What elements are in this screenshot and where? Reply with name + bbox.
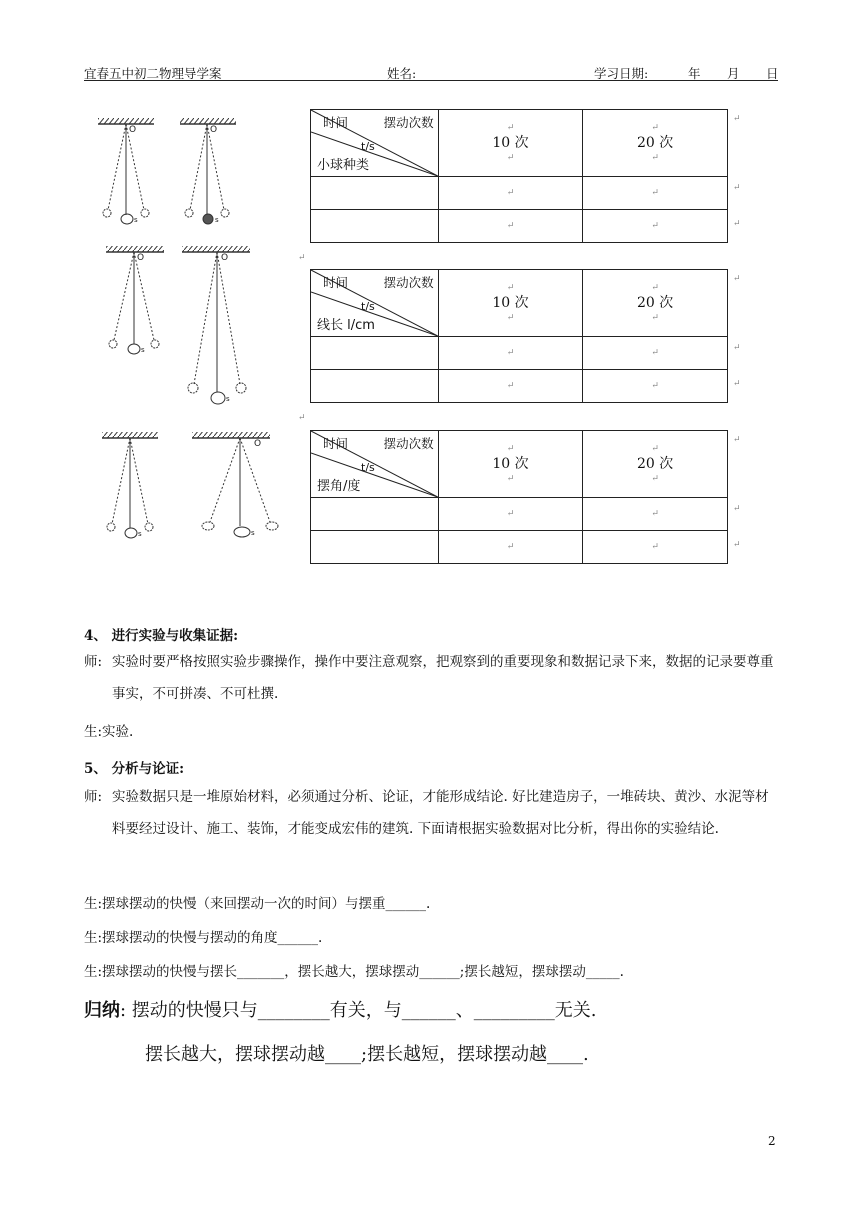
- section-5-title: 5、 分析与论证:: [84, 761, 185, 777]
- column-header: ↵ 20 次 ↵: [583, 270, 728, 337]
- pivot-label-1: O: [129, 125, 137, 135]
- section-4-title: 4、 进行实验与收集证据:: [84, 628, 239, 644]
- page-header: [84, 64, 778, 81]
- table-header-cell: [311, 431, 439, 498]
- paragraph-mark: ↵: [733, 504, 741, 514]
- paragraph-text: 实验数据只是一堆原始材料，必须通过分析、论证，才能形成结论. 好比建造房子，一堆砖块、黄沙、水泥等材料要经过设计、施工、装饰，才能变成宏伟的建筑. 下面请根据实验数据对比分析，得出你的实验结论.: [112, 789, 769, 837]
- summary-line-1: [84, 996, 597, 1022]
- paragraph-mark: ↵: [506, 221, 515, 231]
- paragraph-mark: ↵: [651, 542, 659, 552]
- bob-mark-6: s: [251, 529, 255, 537]
- section-4-teacher-paragraph: [84, 646, 780, 710]
- table-cell[interactable]: [438, 531, 583, 564]
- paragraph-mark: ↵: [651, 123, 659, 133]
- time-label: 时间: [323, 275, 349, 290]
- paragraph-mark: ↵: [651, 381, 659, 391]
- paragraph-mark: ↵: [506, 313, 515, 323]
- date-label: 学习日期:: [594, 66, 649, 81]
- paragraph-text: 实验时要严格按照实验步骤操作，操作中要注意观察，把观察到的重要现象和数据记录下来，数据的记录要尊重事实，不可拼凑、不可杜撰.: [112, 654, 774, 702]
- bob-mark-5: s: [138, 530, 142, 538]
- paragraph-mark: ↵: [651, 444, 659, 454]
- paragraph-mark: ↵: [651, 221, 659, 231]
- paragraph-mark: ↵: [506, 348, 515, 358]
- bob-mark-4: s: [226, 395, 230, 403]
- section-5-teacher-paragraph: [84, 781, 780, 845]
- speaker-label: 师:: [84, 654, 103, 670]
- column-header: ↵ 10 次 ↵: [438, 270, 583, 337]
- unit-label: t/s: [361, 140, 375, 153]
- doc-title: 宜春五中初二物理导学案: [84, 66, 222, 81]
- student-line: 生:实验.: [84, 724, 134, 740]
- table-cell[interactable]: [311, 210, 439, 243]
- summary-label: 归纳: [84, 1000, 120, 1021]
- paragraph-mark: ↵: [733, 219, 741, 229]
- column-header: ↵ 10 次 ↵: [438, 431, 583, 498]
- summary-line-2: 摆长越大，摆球摆动越____;摆长越短，摆球摆动越____.: [145, 1044, 589, 1065]
- paragraph-mark: ↵: [733, 540, 741, 550]
- student-line: 生:摆球摆动的快慢与摆动的角度______.: [84, 930, 323, 946]
- table-cell[interactable]: [438, 177, 583, 210]
- pivot-label-3: O: [137, 253, 145, 263]
- table-header-cell: [311, 110, 439, 177]
- table-cell[interactable]: [583, 531, 728, 564]
- count-label: 摆动次数: [383, 275, 434, 290]
- page-number: 2: [768, 1134, 776, 1148]
- pivot-label-2: O: [210, 125, 218, 135]
- paragraph-mark: ↵: [651, 509, 659, 519]
- bob-mark-1: s: [134, 216, 138, 224]
- table-cell[interactable]: [311, 337, 439, 370]
- table-cell[interactable]: [438, 370, 583, 403]
- paragraph-mark: ↵: [651, 153, 659, 163]
- time-label: 时间: [323, 436, 349, 451]
- year-label: 年: [688, 66, 701, 81]
- time-label: 时间: [323, 115, 349, 130]
- column-header: ↵ 20 次 ↵: [583, 110, 728, 177]
- pendulum-figures: [94, 112, 284, 572]
- paragraph-mark: ↵: [298, 413, 306, 423]
- paragraph-mark: ↵: [733, 114, 741, 124]
- table-cell[interactable]: [583, 337, 728, 370]
- paragraph-mark: ↵: [506, 283, 515, 293]
- data-table-ball-type: [310, 109, 728, 243]
- paragraph-mark: ↵: [651, 348, 659, 358]
- paragraph-mark: ↵: [506, 444, 515, 454]
- paragraph-mark: ↵: [733, 379, 741, 389]
- table-cell[interactable]: [311, 498, 439, 531]
- paragraph-mark: ↵: [733, 343, 741, 353]
- table-cell[interactable]: [438, 210, 583, 243]
- paragraph-mark: ↵: [506, 509, 515, 519]
- paragraph-mark: ↵: [506, 474, 515, 484]
- table-cell[interactable]: [438, 498, 583, 531]
- table-header-cell: [311, 270, 439, 337]
- variable-label: 摆角/度: [317, 479, 361, 494]
- table-cell[interactable]: [438, 337, 583, 370]
- variable-label: 线长 l/cm: [317, 318, 375, 333]
- column-header: ↵ 20 次 ↵: [583, 431, 728, 498]
- table-cell[interactable]: [583, 177, 728, 210]
- column-header: ↵ 10 次 ↵: [438, 110, 583, 177]
- data-table-angle: [310, 430, 728, 564]
- speaker-label: 师:: [84, 789, 103, 805]
- paragraph-mark: ↵: [733, 183, 741, 193]
- paragraph-mark: ↵: [651, 283, 659, 293]
- paragraph-mark: ↵: [506, 188, 515, 198]
- paragraph-mark: ↵: [733, 435, 741, 445]
- name-label: 姓名:: [387, 66, 417, 81]
- count-label: 摆动次数: [383, 436, 434, 451]
- table-cell[interactable]: [311, 531, 439, 564]
- month-label: 月: [727, 66, 740, 81]
- paragraph-mark: ↵: [651, 188, 659, 198]
- day-label: 日: [766, 66, 779, 81]
- paragraph-mark: ↵: [506, 153, 515, 163]
- unit-label: t/s: [361, 300, 375, 313]
- paragraph-mark: ↵: [506, 542, 515, 552]
- bob-mark-2: s: [215, 216, 219, 224]
- table-cell[interactable]: [583, 498, 728, 531]
- summary-text: : 摆动的快慢只与________有关，与______、_________无关.: [120, 1000, 597, 1021]
- paragraph-mark: ↵: [298, 253, 306, 263]
- paragraph-mark: ↵: [506, 381, 515, 391]
- table-cell[interactable]: [583, 370, 728, 403]
- pivot-label-5: O: [254, 439, 262, 449]
- paragraph-mark: ↵: [651, 474, 659, 484]
- table-cell[interactable]: [583, 210, 728, 243]
- table-cell[interactable]: [311, 370, 439, 403]
- table-cell[interactable]: [311, 177, 439, 210]
- paragraph-mark: ↵: [651, 313, 659, 323]
- pivot-label-4: O: [221, 253, 229, 263]
- variable-label: 小球种类: [317, 158, 370, 173]
- student-line: 生:摆球摆动的快慢与摆长_______，摆长越大，摆球摆动______;摆长越短，摆球摆动_____.: [84, 964, 624, 980]
- unit-label: t/s: [361, 461, 375, 474]
- paragraph-mark: ↵: [733, 274, 741, 284]
- data-table-length: [310, 269, 728, 403]
- student-line: 生:摆球摆动的快慢（来回摆动一次的时间）与摆重______.: [84, 896, 431, 912]
- bob-mark-3: s: [141, 346, 145, 354]
- paragraph-mark: ↵: [506, 123, 515, 133]
- count-label: 摆动次数: [383, 115, 434, 130]
